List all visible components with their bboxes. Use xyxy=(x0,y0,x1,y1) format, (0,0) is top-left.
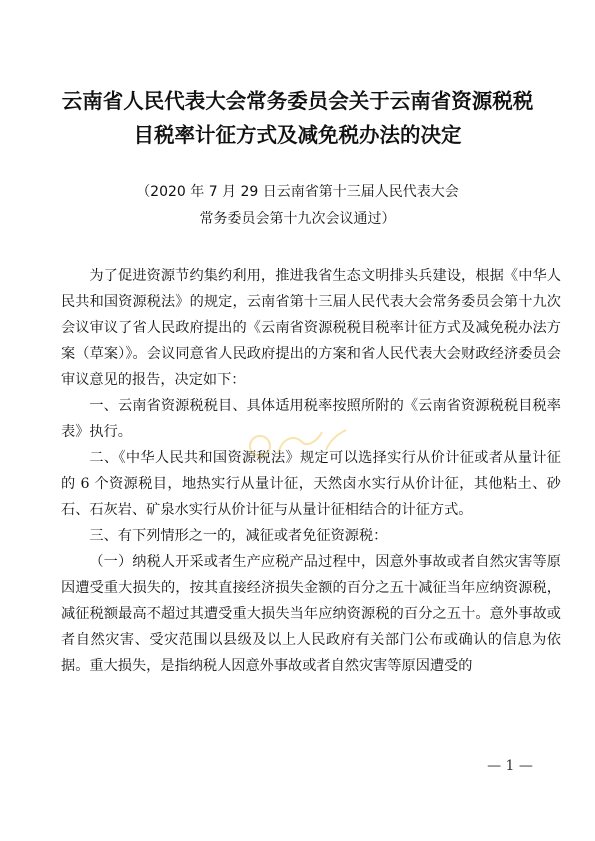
adoption-note-line-2: 常务委员会第十九次会议通过） xyxy=(199,211,396,227)
page-number: — 1 — xyxy=(487,758,533,774)
adoption-note-line-1: （2020 年 7 月 29 日云南省第十三届人民代表大会 xyxy=(136,184,459,200)
adoption-note xyxy=(60,179,535,233)
body-paragraph-clause-1: （一）纳税人开采或者生产应税产品过程中，因意外事故或者自然灾害等原因遭受重大损失的，按其直接经济损失金额的百分之五十减征当年应纳资源税，减征税额最高不超过其遭受重大损失当年应纳资源税的百分之五十。意外事故或者自然灾害、受灾范围以县级及以上人民政府有关部门公布或确认的信息为依据。重大损失，是指纳税人因意外事故或者自然灾害等原因遭受的 xyxy=(61,554,561,674)
body-paragraph-article-2: 二、《中华人民共和国资源税法》规定可以选择实行从价计征或者从量计征的 6 个资源税目，地热实行从量计征，天然卤水实行从价计征，其他粘土、砂石、石灰岩、矿泉水实行从价计征与从量计征相结合的计征方式。 xyxy=(61,450,561,518)
body-paragraph-article-1: 一、云南省资源税税目、具体适用税率按照所附的《云南省资源税税目税率表》执行。 xyxy=(61,398,561,440)
body-paragraph-preamble: 为了促进资源节约集约利用，推进我省生态文明排头兵建设，根据《中华人民共和国资源税法》的规定，云南省第十三届人民代表大会常务委员会第十九次会议审议了省人民政府提出的《云南省资源税税目税率计征方式及减免税办法方案（草案）》。会议同意省人民政府提出的方案和省人民代表大会财政经济委员会审议意见的报告，决定如下： xyxy=(61,268,561,388)
title-line-1: 云南省人民代表大会常务委员会关于云南省资源税税 xyxy=(61,89,534,113)
title-line-2: 目税率计征方式及减免税办法的决定 xyxy=(133,123,462,147)
body-paragraph-article-3: 三、有下列情形之一的，减征或者免征资源税： xyxy=(89,528,388,544)
document-body xyxy=(61,263,561,679)
document-title xyxy=(40,84,555,152)
